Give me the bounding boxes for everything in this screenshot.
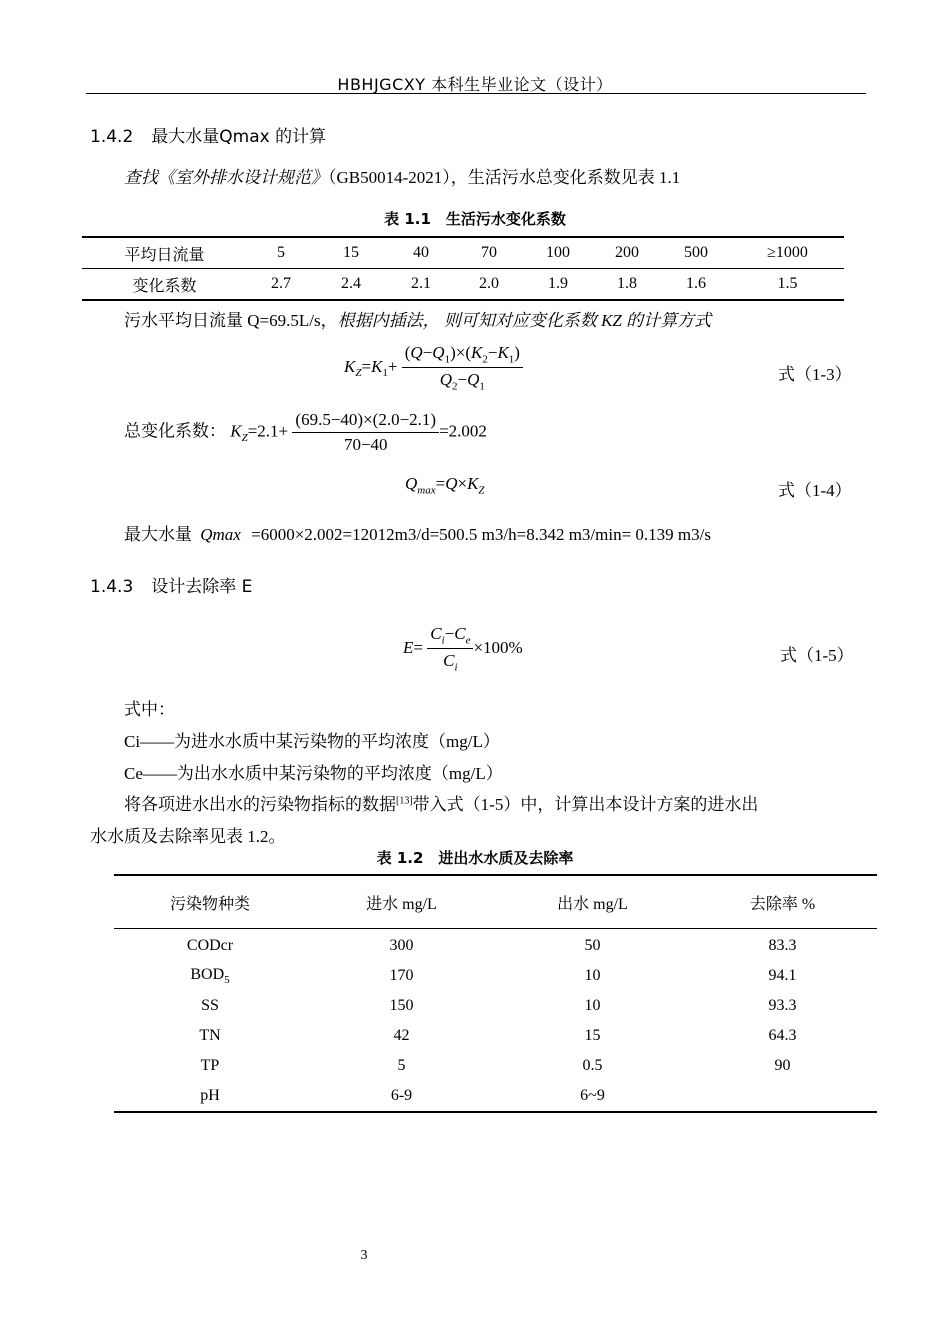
lookup-italic: 查找《室外排水设计规范》 [124,168,328,187]
table1-cell: 200 [593,237,661,269]
equation-1-3: $K_Z=K_1+$ $\frac{(Q-Q_1)\times(K_2-K_1)}{Q_2-Q_1}$ [344,343,523,393]
table1-cell: 5 [247,237,315,269]
total-coefficient-equation: 总变化系数： $K_Z=2.1+$ $\frac{(69.5-40)\times(2.0-2.1)}{70-40}$ =2.002 [124,410,487,454]
table1-cell: 1.9 [548,275,568,292]
table2-cell: 50 [584,937,601,954]
table-row [114,991,877,1021]
table2-cell: 170 [389,967,414,984]
table1-row-flow [82,237,844,269]
total-coefficient-label: 总变化系数： [124,421,226,441]
table1-cell: 100 [523,237,593,269]
total-coefficient-fraction: $\frac{(69.5-40)\times(2.0-2.1)}{70-40}$ [292,410,439,455]
table2-cell: 300 [389,937,414,954]
table1-cell: 15 [315,237,387,269]
table1-cell: 平均日流量 [82,237,247,269]
equation-1-3-fraction: $\frac{(Q-Q_1)\times(K_2-K_1)}{Q_2-Q_1}$ [402,343,523,393]
table2-cell: 93.3 [768,997,797,1014]
table1-row-coef [82,269,844,301]
citation-ref: [13] [396,795,413,807]
paragraph-lookup [124,163,680,188]
max-flow-value: =6000×2.002=12012m3/d=500.5 m3/h=8.342 m3/min= 0.139 m3/s [251,525,711,544]
table1 [82,236,844,301]
equation-1-5-fraction: $\frac{C_i-C_e}{C_i}$ [427,624,473,674]
table1-cell: 1.5 [777,275,798,292]
table2-cell: TP [200,1057,220,1074]
paragraph-data-line1 [124,790,758,815]
flow-plain: 污水平均日流量 Q=69.5L/s， [124,311,338,330]
equation-1-4: $Q_{max}=Q\times K_Z$ [405,474,485,497]
paragraph-data-line2: 水水质及去除率见表 1.2。 [90,827,286,846]
table2 [114,874,877,1113]
equation-1-5: E= $\frac{C_i-C_e}{C_i}$ ×100% [403,624,523,674]
table2-cell [688,1081,877,1112]
table1-cell: 2.1 [411,275,431,292]
table1-cell: ≥1000 [731,237,844,269]
definition-ce: Ce——为出水水质中某污染物的平均浓度（mg/L） [124,764,503,783]
table2-header-cell: 去除率 % [688,875,877,929]
table2-cell: 5 [397,1057,406,1074]
table1-cell: 70 [455,237,523,269]
table1-cell: 1.8 [617,275,637,292]
max-flow-var: Qmax [200,525,241,544]
table-row [114,961,877,991]
table2-cell: SS [201,997,219,1014]
table2-cell: pH [200,1087,220,1104]
definition-ci: Ci——为进水水质中某污染物的平均浓度（mg/L） [124,732,500,751]
lookup-rest: （GB50014-2021），生活污水总变化系数见表 1.1 [328,168,681,187]
table1-cell: 40 [387,237,455,269]
table1-cell: 500 [661,237,731,269]
table1-caption: 表 1.1 生活污水变化系数 [384,210,566,228]
table2-cell: 150 [389,997,414,1014]
table2-cell [114,961,306,991]
table1-cell: 2.4 [341,275,361,292]
table2-cell: 10 [584,997,601,1014]
table-row [114,1081,877,1112]
bod-subscript: 5 [224,974,230,987]
bod-label: BOD [190,965,225,983]
data-text-a: 将各项进水出水的污染物指标的数据 [124,795,396,814]
table-row [114,1051,877,1081]
table2-cell: 6~9 [580,1087,605,1104]
table2-cell: 10 [584,967,601,984]
equation-1-3-label: 式（1-3） [778,365,852,384]
section-number: 1.4.2 [90,127,134,147]
table2-cell: 6-9 [390,1087,413,1104]
where-label: 式中： [124,700,175,719]
table2-cell: 83.3 [768,937,797,954]
table2-header-cell: 污染物种类 [114,875,306,929]
max-flow-line [124,520,711,545]
section-heading-142 [90,122,326,147]
equation-1-4-label: 式（1-4） [778,481,852,500]
table2-header-cell: 出水 mg/L [497,875,688,929]
paragraph-flow [124,306,711,331]
equation-1-5-label: 式（1-5） [780,646,854,665]
table2-cell: TN [199,1027,221,1044]
table-row [114,1021,877,1051]
section-heading-143 [90,572,252,597]
table1-cell: 1.6 [686,275,706,292]
table2-cell: 94.1 [768,967,797,984]
section-title: 最大水量Qmax 的计算 [151,127,327,147]
max-flow-prefix: 最大水量 [124,525,192,544]
table2-cell: 42 [393,1027,410,1044]
table2-caption: 表 1.2 进出水水质及去除率 [376,849,574,867]
table2-header-cell: 进水 mg/L [306,875,497,929]
flow-italic: 根据内插法， 则可知对应变化系数 KZ 的计算方式 [337,311,712,330]
section-number: 1.4.3 [90,577,134,597]
table2-cell: 15 [584,1027,601,1044]
table2-cell: 90 [774,1057,791,1074]
table1-cell: 2.7 [271,275,291,292]
page-header: HBHJGCXY 本科生毕业论文（设计） [337,75,613,94]
table1-cell: 变化系数 [132,277,197,295]
table2-header-row [114,875,877,929]
section-title: 设计去除率 E [151,577,253,597]
header-rule [86,93,866,94]
table2-cell: CODcr [186,937,234,954]
table-row [114,929,877,962]
table2-cell: 0.5 [582,1057,603,1074]
table1-cell: 2.0 [479,275,499,292]
page-number: 3 [360,1248,368,1263]
table2-cell: 64.3 [768,1027,797,1044]
data-text-b: 带入式（1-5）中，计算出本设计方案的进水出 [412,795,759,814]
